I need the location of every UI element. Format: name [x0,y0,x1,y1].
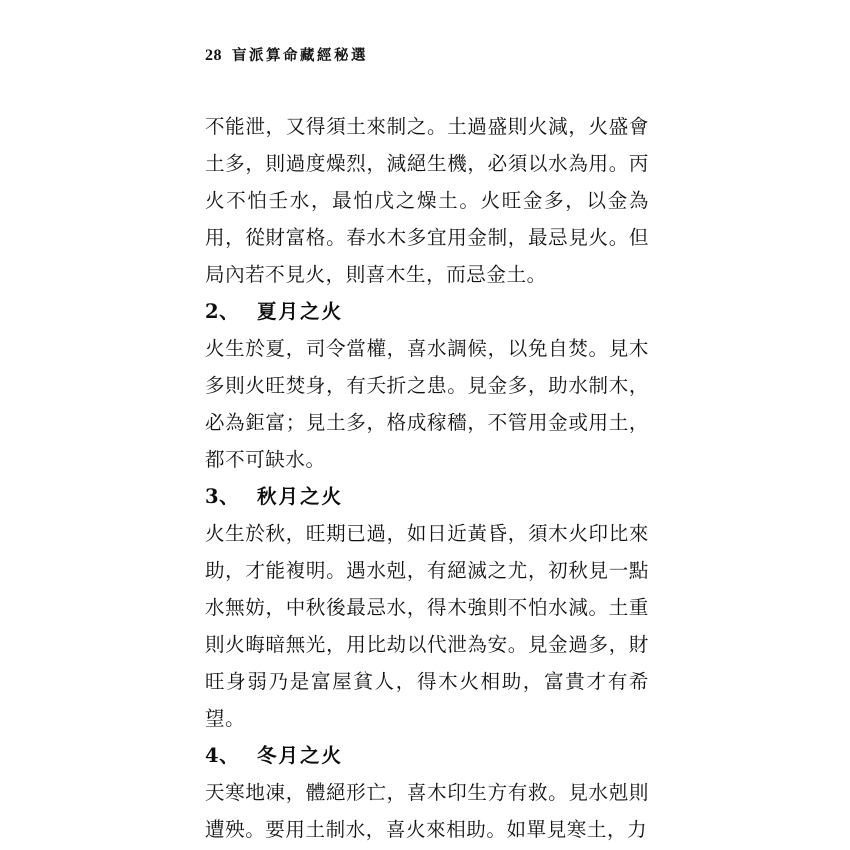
section-number-4: 4、 [205,744,240,767]
page-number: 28 [205,47,222,64]
section-title-3: 秋月之火 [257,485,344,508]
section-paragraph-2: 火生於夏，司令當權，喜水調候，以免自焚。見木多則火旺焚身，有夭折之患。見金多，助水制木，必為鉅富；見土多，格成稼穡，不管用金或用土，都不可缺水。 [205,337,649,471]
section-title-4: 冬月之火 [257,744,344,767]
section-number-2: 2、 [205,300,240,323]
section-title-2: 夏月之火 [257,300,344,323]
section-heading-2 [205,293,649,330]
section-number-3: 3、 [205,485,240,508]
section-heading-4 [205,737,649,774]
section-paragraph-4: 天寒地凍，體絕形亡，喜木印生方有救。見水剋則遭殃。要用土制水，喜火來相助。如單見寒土，力 [205,781,649,841]
section-heading-3 [205,478,649,515]
section-paragraph-3: 火生於秋，旺期已過，如日近黃昏，須木火印比來助，才能複明。遇水剋，有絕滅之尤，初秋見一點水無妨，中秋後最忌水，得木強則不怕水減。土重則火晦暗無光，用比劫以代泄為安。見金過多，財旺身弱乃是富屋貧人，得木火相助，富貴才有希望。 [205,522,649,730]
book-title: 盲派算命藏經秘選 [232,47,368,64]
page-header [205,44,368,65]
page-body [205,108,649,848]
intro-paragraph: 不能泄，又得須土來制之。土過盛則火減，火盛會土多，則過度燥烈，減絕生機，必須以水為用。丙火不怕壬水，最怕戊之燥土。火旺金多，以金為用，從財富格。春水木多宜用金制，最忌見火。但局內若不見火，則喜木生，而忌金土。 [205,115,649,286]
